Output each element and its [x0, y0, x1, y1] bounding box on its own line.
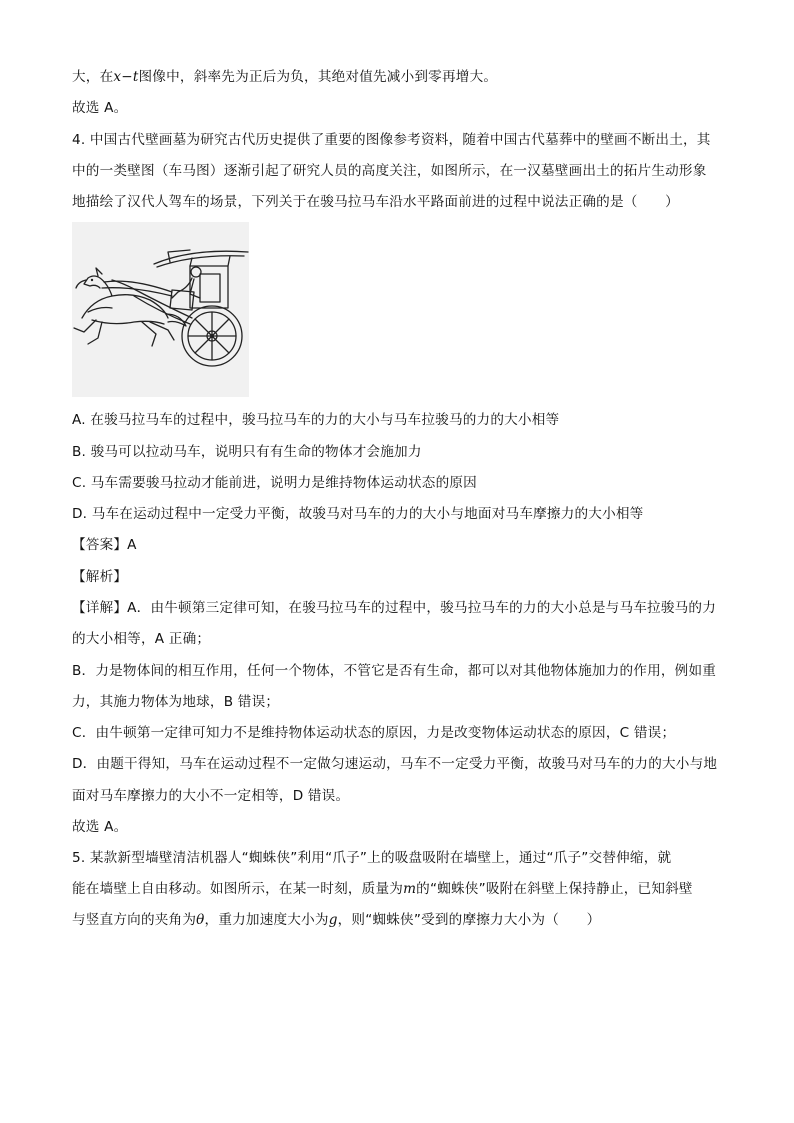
question-4-line-2: 中的一类壁图（车马图）逐渐引起了研究人员的高度关注，如图所示，在一汉墓壁画出土的拓片生动形象 [72, 163, 707, 179]
explanation-line-7: 面对马车摩擦力的大小不一定相等，D 错误。 [72, 788, 350, 804]
math-m: m [403, 881, 417, 897]
explanation-line-1: 【详解】A．由牛顿第三定律可知，在骏马拉马车的过程中，骏马拉马车的力的大小总是与马车拉骏马的力 [72, 600, 717, 616]
option-c: C. 马车需要骏马拉动才能前进，说明力是维持物体运动状态的原因 [72, 475, 477, 491]
carriage-figure [72, 222, 249, 397]
explanation-line-5: C．由牛顿第一定律可知力不是维持物体运动状态的原因，力是改变物体运动状态的原因，C 错误； [72, 725, 676, 741]
analysis-label: 【解析】 [72, 569, 128, 585]
explanation-line-2: 的大小相等，A 正确； [72, 631, 211, 647]
text-segment: ，重力加速度大小为 [204, 912, 329, 928]
math-theta: θ [196, 912, 205, 928]
question-5-line-3 [72, 909, 732, 931]
horse-carriage-icon [72, 222, 249, 397]
option-a: A. 在骏马拉马车的过程中，骏马拉马车的力的大小与马车拉骏马的力的大小相等 [72, 412, 560, 428]
math-g: g [328, 912, 338, 928]
explanation-conclusion: 故选 A。 [72, 819, 128, 835]
text-segment: 图像中，斜率先为正后为负，其绝对值先减小到零再增大。 [138, 69, 498, 85]
question-4-line-3: 地描绘了汉代人驾车的场景，下列关于在骏马拉马车沿水平路面前进的过程中说法正确的是（ ） [72, 194, 679, 210]
text-line-1 [72, 66, 732, 88]
question-5-line-1: 5. 某款新型墙壁清洁机器人“蜘蛛侠”利用“爪子”上的吸盘吸附在墙壁上，通过“爪子”交替伸缩，就 [72, 850, 672, 866]
option-d: D. 马车在运动过程中一定受力平衡，故骏马对马车的力的大小与地面对马车摩擦力的大小相等 [72, 506, 644, 522]
conclusion-line: 故选 A。 [72, 100, 128, 116]
text-segment: 大，在 [72, 69, 114, 85]
text-segment: 与竖直方向的夹角为 [72, 912, 197, 928]
question-5-line-2 [72, 878, 732, 900]
math-x-t: x−t [113, 69, 139, 85]
text-segment: ，则“蜘蛛侠”受到的摩擦力大小为（ ） [337, 912, 601, 928]
explanation-line-3: B．力是物体间的相互作用，任何一个物体，不管它是否有生命，都可以对其他物体施加力的作用，例如重 [72, 663, 717, 679]
option-b: B. 骏马可以拉动马车，说明只有有生命的物体才会施加力 [72, 444, 422, 460]
text-segment: 能在墙壁上自由移动。如图所示，在某一时刻，质量为 [72, 881, 404, 897]
explanation-line-6: D．由题干得知，马车在运动过程不一定做匀速运动，马车不一定受力平衡，故骏马对马车的力的大小与地 [72, 756, 718, 772]
text-segment: 的“蜘蛛侠”吸附在斜壁上保持静止，已知斜壁 [416, 881, 693, 897]
question-4-line-1: 4. 中国古代壁画墓为研究古代历史提供了重要的图像参考资料，随着中国古代墓葬中的壁画不断出土，其 [72, 132, 711, 148]
answer-label: 【答案】A [72, 537, 137, 553]
explanation-line-4: 力，其施力物体为地球，B 错误； [72, 694, 280, 710]
